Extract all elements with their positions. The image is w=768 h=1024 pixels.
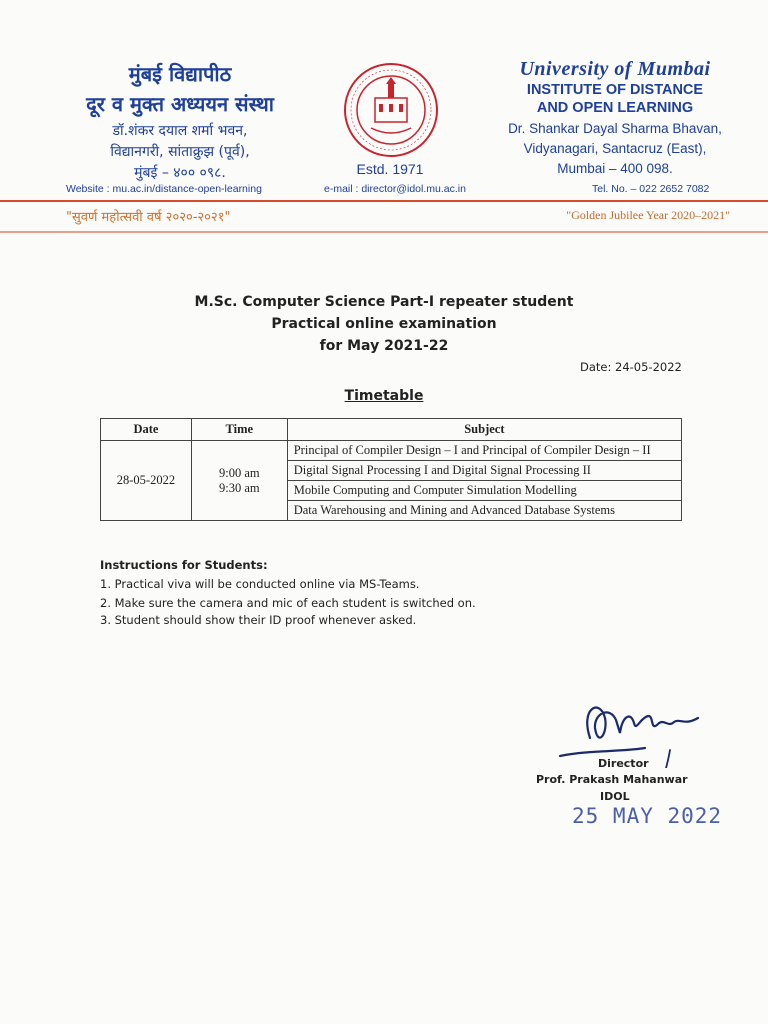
instruction-item: 3. Student should show their ID proof whenever asked. bbox=[100, 613, 417, 627]
document-title-line2: Practical online examination bbox=[271, 316, 497, 332]
signature-icon bbox=[550, 688, 730, 768]
institute-seal-icon bbox=[343, 60, 439, 160]
address-line2: Vidyanagari, Santacruz (East), bbox=[523, 141, 707, 156]
date-stamp: 25 MAY 2022 bbox=[572, 804, 723, 828]
letterhead-divider-bottom bbox=[0, 231, 768, 233]
document-date: Date: 24-05-2022 bbox=[580, 360, 682, 374]
timetable-table bbox=[100, 418, 682, 521]
email-link[interactable]: e-mail : director@idol.mu.ac.in bbox=[324, 183, 466, 195]
signatory-name: Prof. Prakash Mahanwar bbox=[536, 773, 688, 786]
exam-time-cell bbox=[191, 441, 287, 521]
golden-jubilee-english: "Golden Jubilee Year 2020–2021" bbox=[566, 208, 730, 222]
website-link[interactable]: Website : mu.ac.in/distance-open-learning bbox=[66, 183, 262, 195]
address-line1: Dr. Shankar Dayal Sharma Bhavan, bbox=[508, 121, 722, 136]
golden-jubilee-hindi: "सुवर्ण महोत्सवी वर्ष २०२०-२०२१" bbox=[66, 210, 231, 225]
address-line3: Mumbai – 400 098. bbox=[557, 161, 673, 176]
subject-cell: Data Warehousing and Mining and Advanced Database Systems bbox=[287, 501, 681, 521]
instruction-item: 1. Practical viva will be conducted online via MS-Teams. bbox=[100, 577, 420, 591]
institute-name-line2: AND OPEN LEARNING bbox=[536, 100, 694, 116]
signatory-title: Director bbox=[598, 757, 649, 770]
header-date: Date bbox=[101, 419, 192, 441]
header-time: Time bbox=[191, 419, 287, 441]
table-row bbox=[101, 441, 682, 461]
exam-time-second: 9:30 am bbox=[218, 480, 260, 495]
hindi-address-line3: मुंबई – ४०० ०९८. bbox=[134, 165, 226, 181]
subject-cell: Principal of Compiler Design – I and Principal of Compiler Design – II bbox=[287, 441, 681, 461]
hindi-address-line1: डॉ.शंकर दयाल शर्मा भवन, bbox=[112, 123, 248, 139]
timetable-heading: Timetable bbox=[344, 388, 424, 404]
table-header-row bbox=[101, 419, 682, 441]
telephone-number: Tel. No. – 022 2652 7082 bbox=[592, 183, 710, 195]
signatory-org: IDOL bbox=[600, 790, 630, 803]
document-title-line1: M.Sc. Computer Science Part-I repeater student bbox=[194, 294, 574, 310]
exam-date-cell: 28-05-2022 bbox=[101, 441, 192, 521]
university-name: University of Mumbai bbox=[519, 58, 711, 80]
subject-cell: Mobile Computing and Computer Simulation Modelling bbox=[287, 481, 681, 501]
hindi-university-name: मुंबई विद्यापीठ bbox=[128, 62, 232, 86]
header-subject: Subject bbox=[287, 419, 681, 441]
subject-cell: Digital Signal Processing I and Digital Signal Processing II bbox=[287, 461, 681, 481]
hindi-institute-name: दूर व मुक्त अध्ययन संस्था bbox=[86, 92, 274, 116]
document-title-line3: for May 2021-22 bbox=[319, 338, 449, 354]
established-year: Estd. 1971 bbox=[356, 161, 424, 177]
exam-time-start: 9:00 am bbox=[218, 465, 260, 480]
instruction-item: 2. Make sure the camera and mic of each student is switched on. bbox=[100, 596, 476, 610]
instructions-heading: Instructions for Students: bbox=[100, 558, 268, 572]
letterhead-divider-top bbox=[0, 200, 768, 202]
hindi-address-line2: विद्यानगरी, सांताक्रुझ (पूर्व), bbox=[110, 144, 250, 160]
institute-name-line1: INSTITUTE OF DISTANCE bbox=[526, 82, 704, 98]
